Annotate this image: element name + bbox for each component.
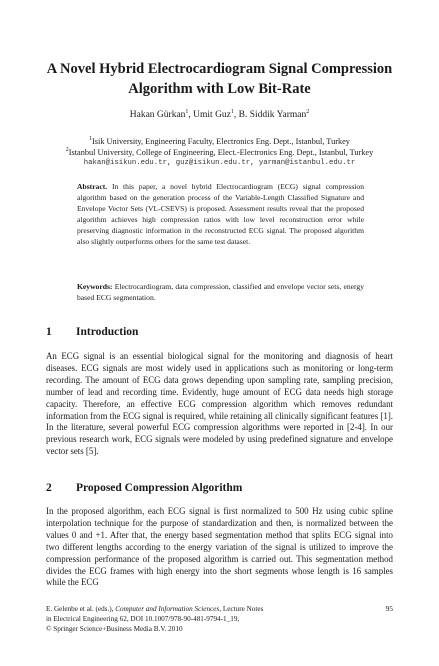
abstract-text: In this paper, a novel hybrid Electrocardiogram (ECG) signal compression algorithm based on the generation process of the Variable-Length Classified Signature and Envelope Vector Sets (VL-CSEVS) is proposed. Assessment results reveal that the proposed algorithm achieves high compression ratios with low level reconstruction error while preserving diagnostic information in the reconstructed ECG signal. The proposed algorithm also slightly outperforms others for the same test dataset.	[77, 182, 364, 246]
affiliation-mark: 1	[89, 136, 93, 143]
affiliation-line	[20, 147, 419, 158]
footer-editors: E. Gelenbe et al. (eds.),	[46, 605, 114, 613]
footer-line-1	[46, 604, 356, 614]
section-2-paragraph: In the proposed algorithm, each ECG signal is first normalized to 500 Hz using cubic spline interpolation technique for the purpose of standardization and then, is normalized between the values 0 and +1. After that, the energy based segmentation method that splits ECG signal into two different lengths according to the energy variation of the signal is utilized to improve the compression performance of the proposed algorithm is carried out. This segmentation method divides the ECG frames with high energy into the short segments whose length is 16 samples while the ECG	[46, 506, 393, 588]
title-line-2: Algorithm with Low Bit-Rate	[128, 81, 311, 97]
section-1-paragraph: An ECG signal is an essential biological signal for the monitoring and diagnosis of heart diseases. ECG signals are most widely used in applications such as monitoring or long-term recording. The amount of ECG data grows depending upon sampling rate, sampling precision, number of lead and recording time. Evidently, huge amount of ECG data needs high storage capacity. Therefore, an effective ECG compression algorithm which removes redundant information from the ECG signal is required, while retaining all clinically significant features [1]. In the literature, several powerful ECG compression algorithms were reported in [2-4]. In our previous research work, ECG signals were modeled by using predefined signature and envelope vector sets [5].	[46, 351, 393, 457]
author-affil-mark: 2	[306, 108, 310, 115]
abstract-label: Abstract.	[77, 182, 108, 191]
author-name: B. Siddik Yarman	[238, 110, 307, 120]
title-line-1: A Novel Hybrid Electrocardiogram Signal Compression	[46, 61, 393, 77]
keywords	[77, 281, 364, 303]
footer-book-title: Computer and Information Sciences,	[115, 605, 222, 613]
author-affil-mark: 1	[185, 108, 189, 115]
footer-line-2: in Electrical Engineering 62, DOI 10.1007/978-90-481-9794-1_19,	[46, 615, 240, 623]
page-number: 95	[385, 604, 393, 613]
section-1-heading	[46, 325, 138, 339]
footer-series: Lecture Notes	[222, 605, 264, 613]
author-affil-mark: 1	[230, 108, 234, 115]
keywords-text: Electrocardiogram, data compression, classified and envelope vector sets, energy based ECG segmentation.	[77, 282, 364, 302]
author-name: Umit Guz	[193, 110, 231, 120]
section-2-number: 2	[46, 482, 52, 494]
affiliation-text: Isik University, Engineering Faculty, Electronics Eng. Dept., Istanbul, Turkey	[92, 137, 350, 146]
footer-line-3: © Springer Science+Business Media B.V. 2010	[46, 625, 183, 633]
abstract	[77, 181, 364, 247]
affiliation-line	[20, 136, 419, 147]
affiliation-mark: 2	[65, 147, 69, 154]
author-list: Hakan Gürkan$^1$, Umit Guz$^1$, B. Siddik Yarman$^2$	[129, 108, 310, 120]
section-1-number: 1	[46, 326, 52, 338]
paper-title	[20, 59, 419, 99]
affiliations	[20, 136, 419, 169]
section-1-title: Introduction	[76, 326, 139, 338]
author-emails[interactable]: hakan@isikun.edu.tr, guz@isikun.edu.tr, yarman@istanbul.edu.tr	[83, 159, 356, 167]
affiliation-text: Istanbul University, College of Engineering, Elect.-Electronics Eng. Dept., Istanbul, Turkey	[68, 148, 374, 157]
page-footer	[46, 604, 356, 634]
author-name: Hakan Gürkan	[129, 110, 186, 120]
keywords-label: Keywords:	[77, 282, 113, 291]
section-2-heading	[46, 481, 242, 495]
section-2-title: Proposed Compression Algorithm	[76, 482, 243, 494]
